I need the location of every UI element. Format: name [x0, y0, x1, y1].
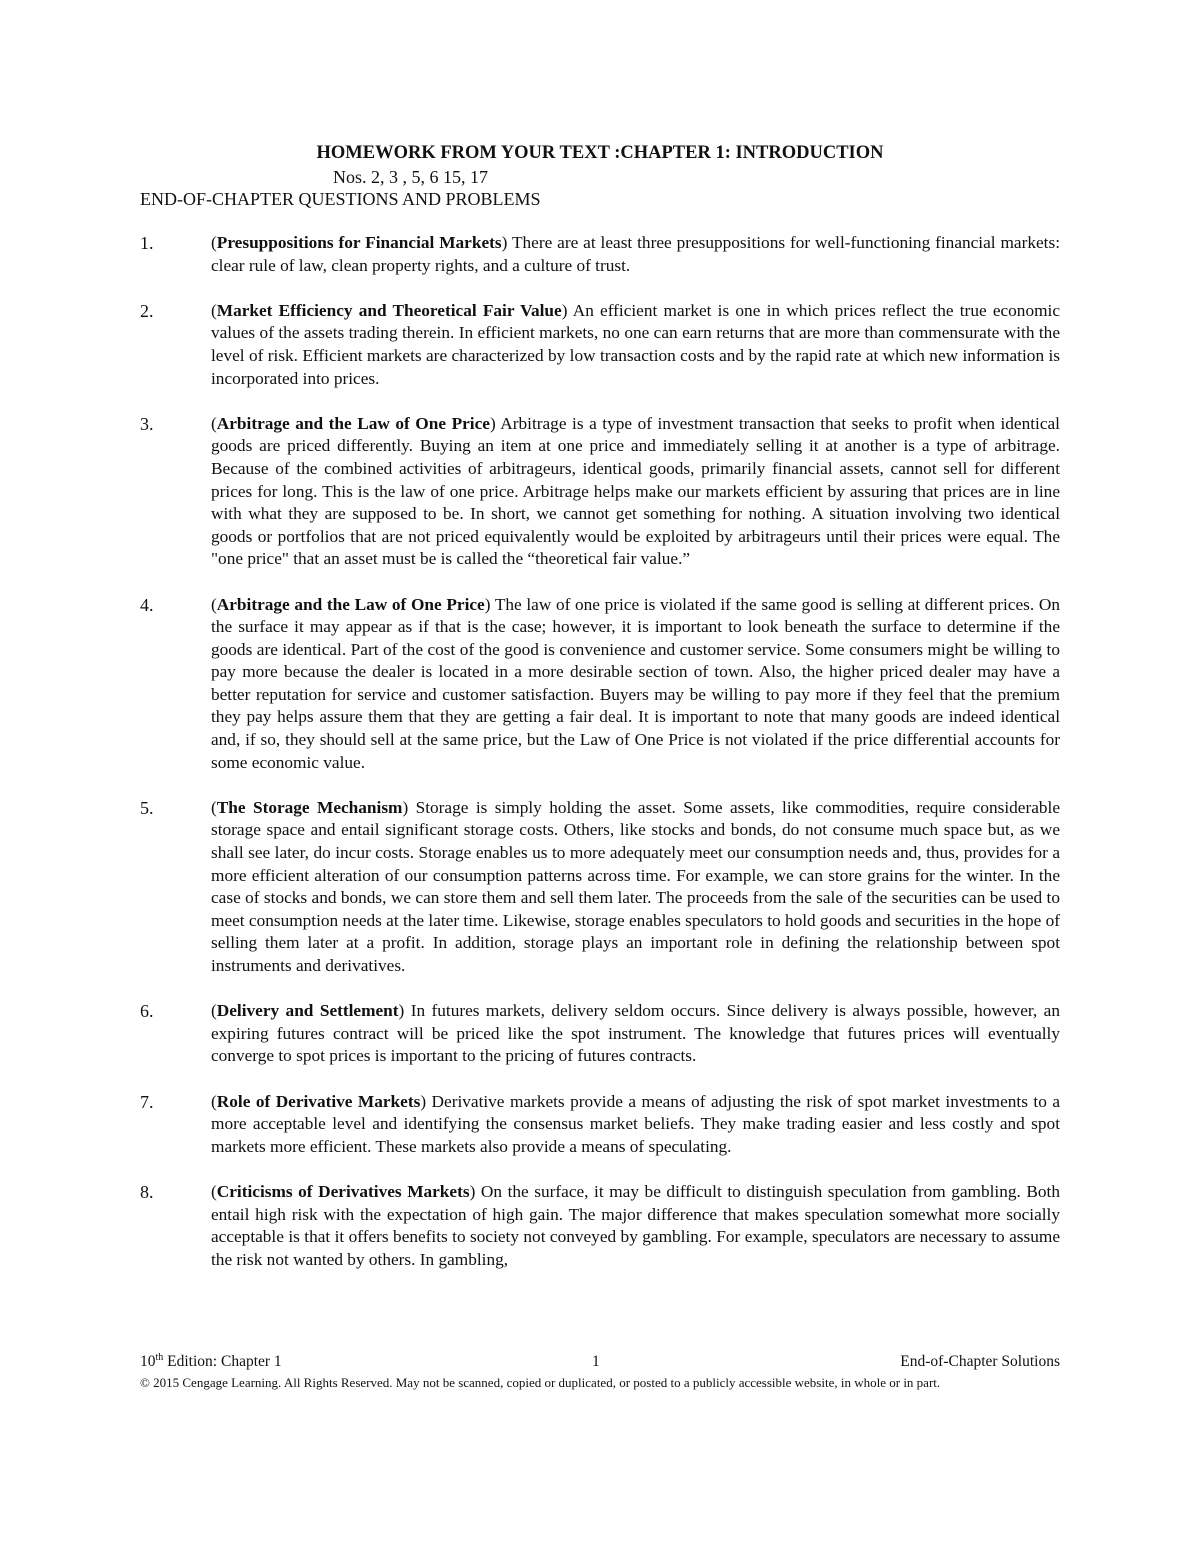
question-number: 1.: [140, 233, 154, 253]
answer-text: Derivative markets provide a means of adjusting the risk of spot market investments to a more acceptable level and identifying the consensus market beliefs. They make trading easier and less costly and spot markets more efficient. These markets also provide a means of speculating.: [211, 1091, 1060, 1156]
list-item: [140, 1091, 1060, 1159]
question-answer: (Arbitrage and the Law of One Price) The law of one price is violated if the same good is selling at different prices. On the surface it may appear as if that is the case; however, it is important to look beneath the surface to determine if the goods are identical. Part of the cost of the good is convenience and customer service. Some consumers might be willing to pay more because the dealer is located in a more desirable section of town. Also, the higher priced dealer may have a better reputation for service and customer satisfaction. Buyers may be willing to pay more if they feel that the premium they pay helps assure them that they are getting a fair deal. It is important to note that many goods are indeed identical and, if so, they should sell at the same price, but the Law of One Price is not violated if the price differential accounts for some economic value.: [211, 594, 1061, 772]
question-title: The Storage Mechanism: [216, 797, 403, 817]
page-number: 1: [592, 1353, 600, 1370]
question-answer: (Arbitrage and the Law of One Price) Arbitrage is a type of investment transaction that seeks to profit when identical goods are priced differently. Buying an item at one price and immediately selling it at another is a type of arbitrage. Because of the combined activities of arbitrageurs, identical goods, primarily financial assets, cannot sell for different prices for long. This is the law of one price. Arbitrage helps make our markets efficient by assuring that prices are in line with what they are supposed to be. In short, we cannot get something for nothing. A situation involving two identical goods or portfolios that are not priced equivalently would be exploited by arbitrageurs until their prices were equal. The "one price" that an asset must be is called the “theoretical fair value.”: [211, 413, 1060, 569]
question-answer: (Market Efficiency and Theoretical Fair Value) An efficient market is one in which prices reflect the true economic values of the assets trading therein. In efficient markets, no one can earn returns that are more than commensurate with the level of risk. Efficient markets are characterized by low transaction costs and by the rapid rate at which new information is incorporated into prices.: [211, 300, 1061, 388]
edition-number: 10: [140, 1353, 156, 1370]
answer-text: An efficient market is one in which prices reflect the true economic values of the assets trading therein. In efficient markets, no one can earn returns that are more than commensurate with the level of risk. Efficient markets are characterized by low transaction costs and by the rapid rate at which new information is incorporated into prices.: [211, 300, 1061, 388]
question-answer: (Role of Derivative Markets) Derivative markets provide a means of adjusting the risk of spot market investments to a more acceptable level and identifying the consensus market beliefs. They make trading easier and less costly and spot markets more efficient. These markets also provide a means of speculating.: [211, 1091, 1060, 1156]
question-title: Role of Derivative Markets: [216, 1091, 421, 1111]
question-title: Criticisms of Derivatives Markets: [216, 1181, 470, 1201]
question-answer: (Presuppositions for Financial Markets) There are at least three presuppositions for well-functioning financial markets: clear rule of law, clean property rights, and a culture of trust.: [211, 233, 1060, 275]
edition-suffix: th: [155, 1351, 164, 1363]
copyright-notice: © 2015 Cengage Learning. All Rights Reserved. May not be scanned, copied or duplicated, or posted to a publicly accessible website, in whole or in part.: [140, 1375, 941, 1390]
question-number: 2.: [140, 300, 154, 321]
list-item: [140, 1181, 1060, 1271]
list-item: [140, 1000, 1060, 1068]
question-number: 6.: [140, 1001, 154, 1022]
answer-text: Storage is simply holding the asset. Some assets, like commodities, require considerable storage space and entail significant storage costs. Others, like stocks and bonds, do not consume much space but, as we shall see later, do incur costs. Storage enables us to more adequately meet our consumption needs and, thus, provides for a more efficient alteration of our consumption patterns across time. For example, we can store grains for the winter. In the case of stocks and bonds, we can store them and sell them later. The proceeds from the sale of the securities can be used to meet consumption needs at the later time. Likewise, storage enables speculators to hold goods and securities in the hope of selling them later at a profit. In addition, storage plays an important role in defining the relationship between spot instruments and derivatives.: [211, 797, 1061, 975]
answer-text: In futures markets, delivery seldom occurs. Since delivery is always possible, however, an expiring futures contract will be priced like the spot instrument. The knowledge that futures prices will eventually converge to spot prices is important to the pricing of futures contracts.: [211, 1001, 1060, 1066]
problem-numbers: Nos. 2, 3 , 5, 6 15, 17: [333, 167, 489, 187]
answer-text: The law of one price is violated if the same good is selling at different prices. On the surface it may appear as if that is the case; however, it is important to look beneath the surface to determine if the goods are identical. Part of the cost of the good is convenience and customer service. Some consumers might be willing to pay more because the dealer is located in a more desirable section of town. Also, the higher priced dealer may have a better reputation for service and customer satisfaction. Buyers may be willing to pay more if they feel that the premium they pay helps assure them that they are getting a fair deal. It is important to note that many goods are indeed identical and, if so, they should sell at the same price, but the Law of One Price is not violated if the price differential accounts for some economic value.: [211, 594, 1061, 772]
question-title: Arbitrage and the Law of One Price: [216, 413, 490, 433]
question-number: 8.: [140, 1181, 154, 1202]
footer-edition: [140, 1352, 282, 1372]
question-number: 4.: [140, 594, 154, 615]
answer-text: Arbitrage is a type of investment transaction that seeks to profit when identical goods are priced differently. Buying an item at one price and immediately selling it at another is a type of arbitrage. Because of the combined activities of arbitrageurs, identical goods, primarily financial assets, cannot sell for different prices for long. This is the law of one price. Arbitrage helps make our markets efficient by assuring that prices are in line with what they are supposed to be. In short, we cannot get something for nothing. A situation involving two identical goods or portfolios that are not priced equivalently would be exploited by arbitrageurs until their prices were equal. The "one price" that an asset must be is called the “theoretical fair value.”: [211, 413, 1060, 569]
answer-text: There are at least three presuppositions for well-functioning financial markets: clear rule of law, clean property rights, and a culture of trust.: [211, 233, 1060, 275]
question-answer: (The Storage Mechanism) Storage is simply holding the asset. Some assets, like commodities, require considerable storage space and entail significant storage costs. Others, like stocks and bonds, do not consume much space but, as we shall see later, do incur costs. Storage enables us to more adequately meet our consumption needs and, thus, provides for a more efficient alteration of our consumption patterns across time. For example, we can store grains for the winter. In the case of stocks and bonds, we can store them and sell them later. The proceeds from the sale of the securities can be used to meet consumption needs at the later time. Likewise, storage enables speculators to hold goods and securities in the hope of selling them later at a profit. In addition, storage plays an important role in defining the relationship between spot instruments and derivatives.: [211, 797, 1061, 975]
list-item: [140, 797, 1060, 978]
page-title: HOMEWORK FROM YOUR TEXT :CHAPTER 1: INTRODUCTION: [316, 143, 884, 163]
question-answer: (Criticisms of Derivatives Markets) On the surface, it may be difficult to distinguish speculation from gambling. Both entail high risk with the expectation of high gain. The major difference that makes speculation somewhat more socially acceptable is that it offers benefits to society not conveyed by gambling. For example, speculators are necessary to assume the risk not wanted by others. In gambling,: [211, 1181, 1060, 1269]
question-number: 7.: [140, 1091, 154, 1112]
list-item: [140, 232, 1060, 277]
section-heading: END-OF-CHAPTER QUESTIONS AND PROBLEMS: [140, 189, 541, 209]
list-item: [140, 300, 1060, 390]
question-title: Arbitrage and the Law of One Price: [216, 594, 485, 614]
question-number: 5.: [140, 797, 154, 818]
question-list: [140, 232, 1060, 1294]
footer-row: [140, 1352, 1060, 1372]
question-title: Presuppositions for Financial Markets: [216, 233, 502, 252]
question-title: Market Efficiency and Theoretical Fair Value: [216, 300, 562, 320]
edition-chapter: Edition: Chapter 1: [163, 1353, 282, 1370]
footer-solutions-label: End-of-Chapter Solutions: [900, 1353, 1060, 1370]
question-number: 3.: [140, 413, 154, 434]
answer-text: On the surface, it may be difficult to distinguish speculation from gambling. Both entail high risk with the expectation of high gain. The major difference that makes speculation somewhat more socially acceptable is that it offers benefits to society not conveyed by gambling. For example, speculators are necessary to assume the risk not wanted by others. In gambling,: [211, 1181, 1060, 1269]
list-item: [140, 594, 1060, 775]
list-item: [140, 413, 1060, 571]
page-footer: [140, 1352, 1060, 1392]
question-title: Delivery and Settlement: [216, 1001, 399, 1021]
question-answer: (Delivery and Settlement) In futures markets, delivery seldom occurs. Since delivery is always possible, however, an expiring futures contract will be priced like the spot instrument. The knowledge that futures prices will eventually converge to spot prices is important to the pricing of futures contracts.: [211, 1001, 1060, 1066]
